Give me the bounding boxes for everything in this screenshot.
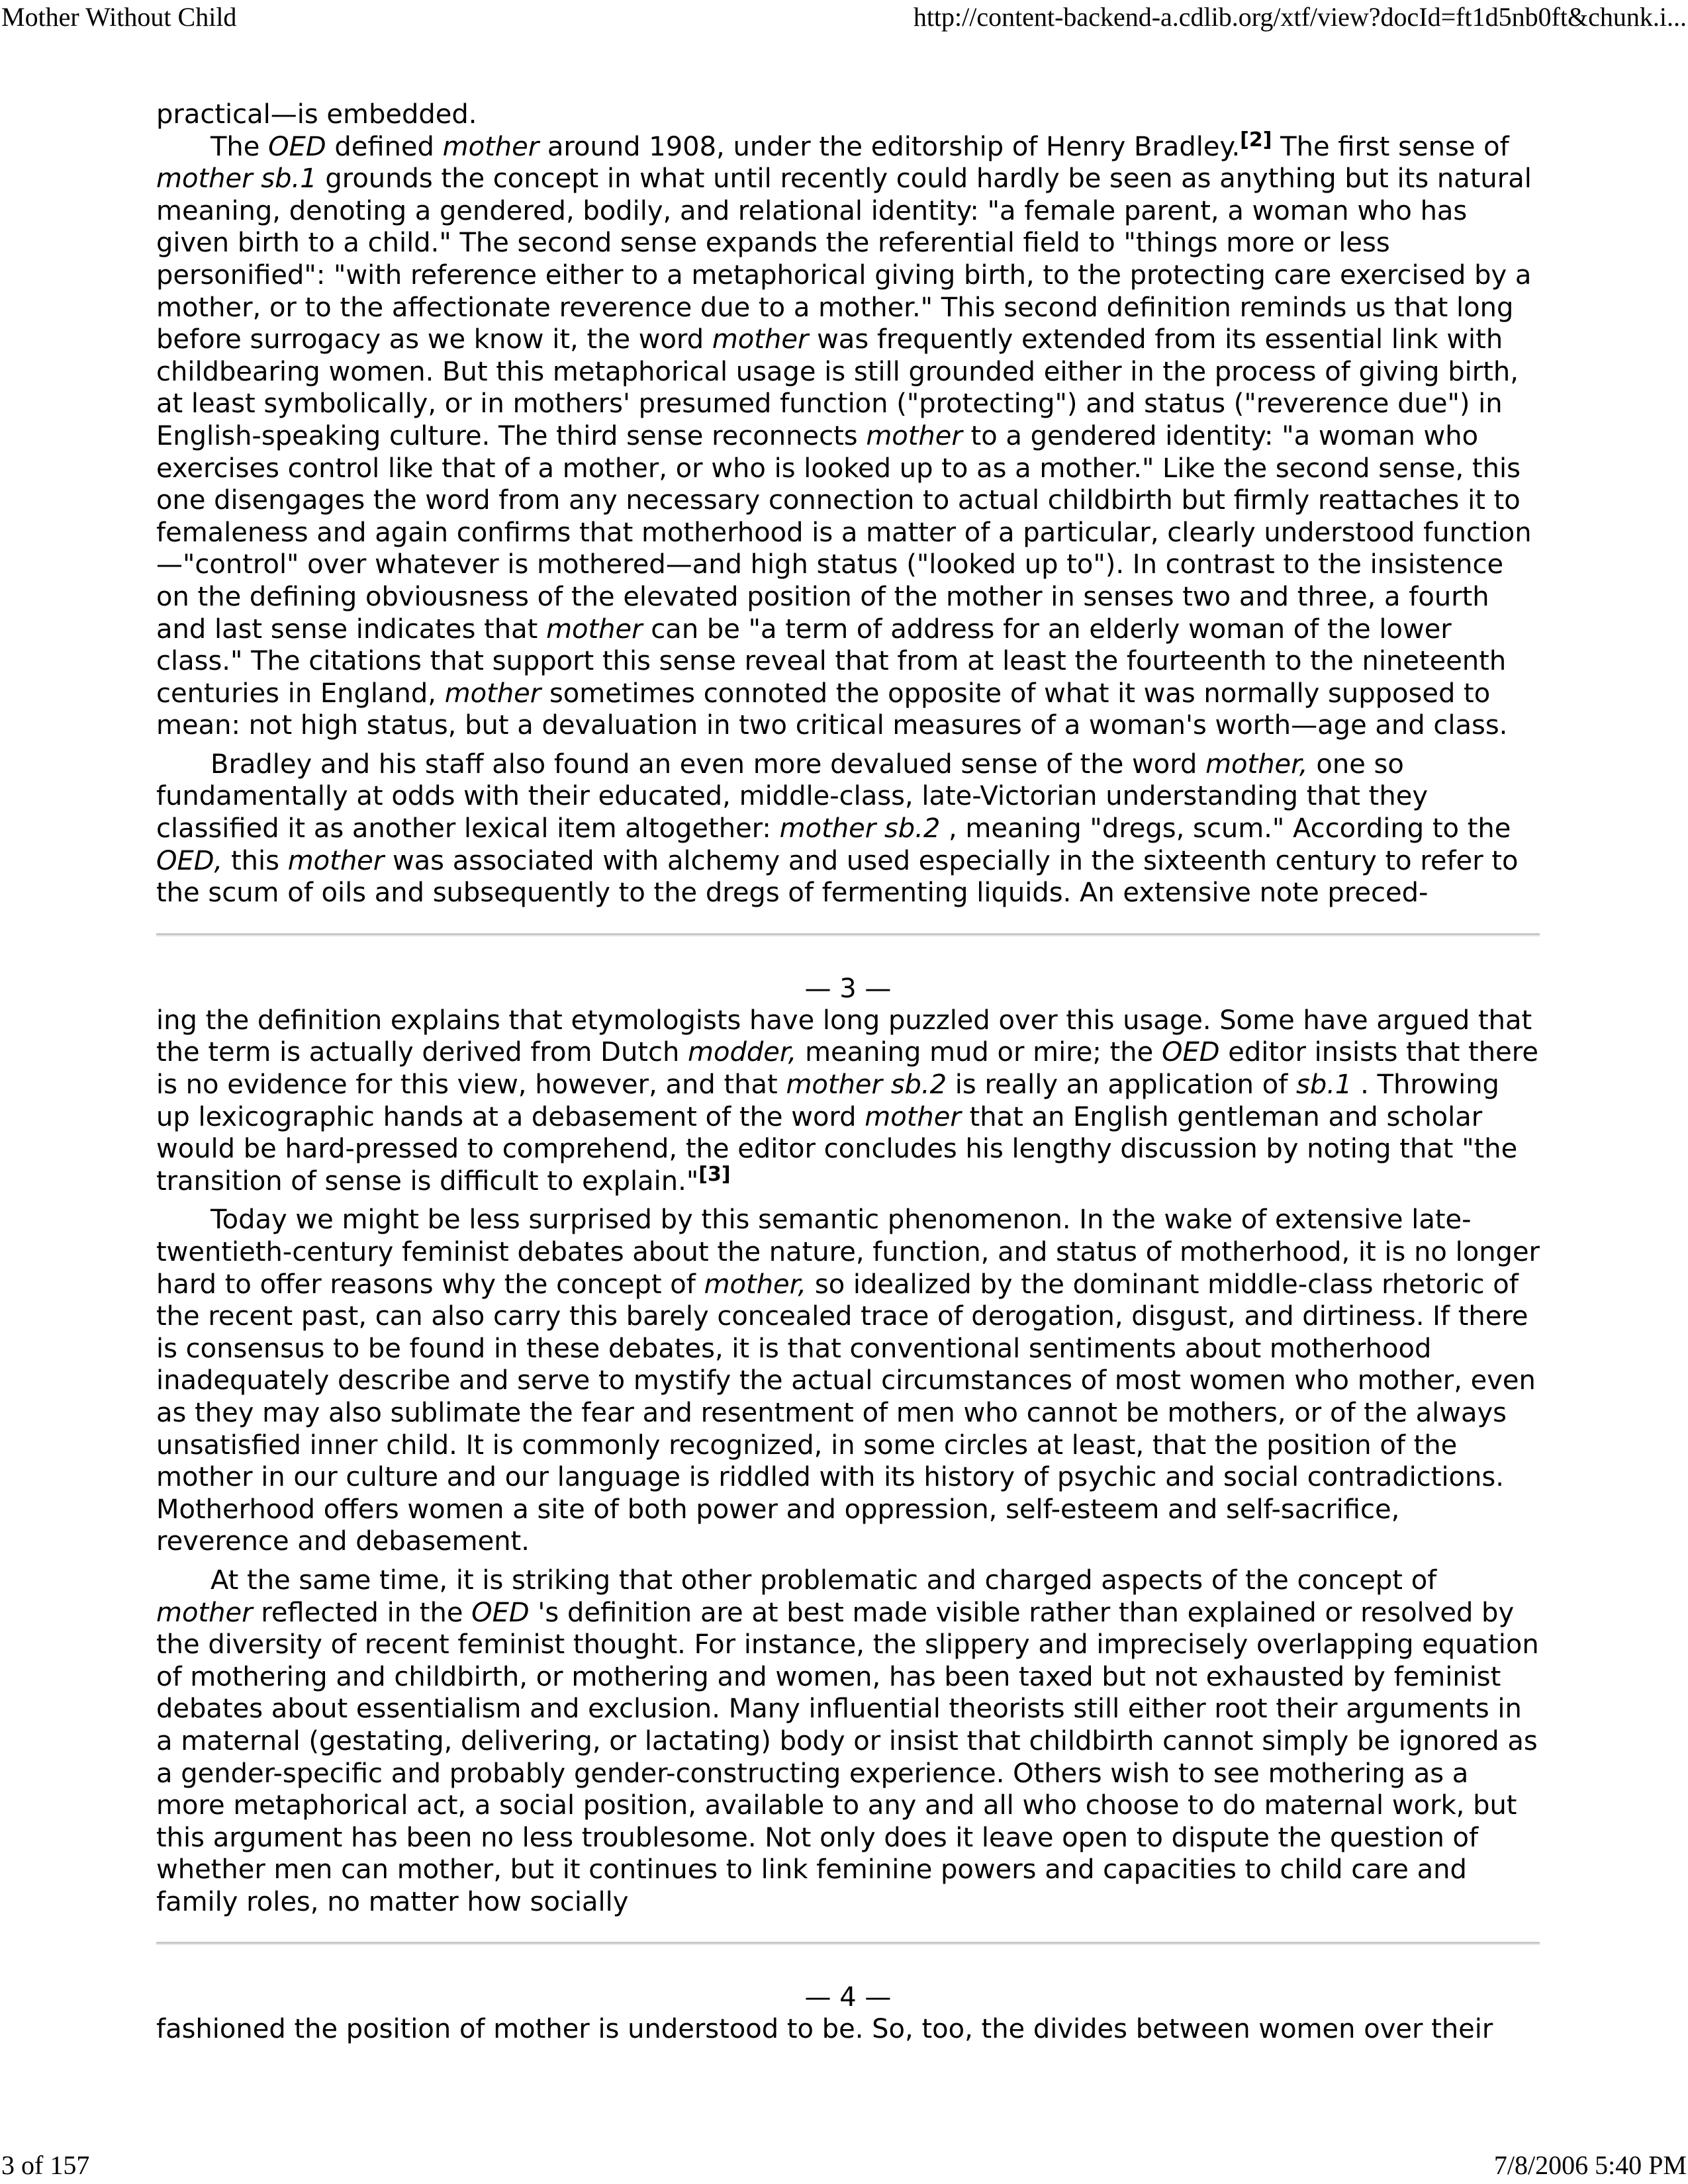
paragraph-oed-definitions: The OED defined mother around 1908, under the editorship of Henry Bradley.[2] The first sense of mother sb.1 grounds the concept in what until recently could hardly be seen as anything but its natural meaning, denoting a gendered, bodily, and relational identity: "a female parent, a woman who has given birth to a child." The second sense expands the referential field to "things more or less personified": "with reference either to a metaphorical giving birth, to the protecting care exercised by a mother, or to the affectionate reverence due to a mother." This second definition reminds us that long before surrogacy as we know it, the word mother was frequently extended from its essential link with childbearing women. But this metaphorical usage is still grounded either in the process of giving birth, at least symbolically, or in mothers' presumed function ("protecting") and status ("reverence due") in English-speaking culture. The third sense reconnects mother to a gendered identity: "a woman who exercises control like that of a mother, or who is looked up to as a mother." Like the second sense, this one disengages the word from any necessary connection to actual childbirth but firmly reattaches it to femaleness and again confirms that motherhood is a matter of a particular, clearly understood function—"control" over whatever is mothered—and high status ("looked up to"). In contrast to the insistence on the defining obviousness of the elevated position of the mother in senses two and three, a fourth and last sense indicates that mother can be "a term of address for an elderly woman of the lower class." The citations that support this sense reveal that from at least the fourteenth to the nineteenth centuries in England, mother sometimes connoted the opposite of what it was normally supposed to mean: not high status, but a devaluation in two critical measures of a woman's worth—age and class. bbox=[156, 128, 1532, 741]
paragraph-charged-aspects: At the same time, it is striking that other problematic and charged aspects of the concept of mother reflected in the OED 's definition are at best made visible rather than explained or resolved by the diversity of recent feminist thought. For instance, the slippery and imprecisely overlapping equation of mothering and childbirth, or mothering and women, has been taxed but not exhausted by feminist debates about essentialism and exclusion. Many influential theorists still either root their arguments in a maternal (gestating, delivering, or lactating) body or insist that childbirth cannot simply be ignored as a gender-specific and probably gender-constructing experience. Others wish to see mothering as a more metaphorical act, a social position, available to any and all who choose to do maternal work, but this argument has been no less troublesome. Not only does it leave open to dispute the question of whether men can mother, but it continues to link feminine powers and capacities to child care and family roles, no matter how socially bbox=[156, 1565, 1539, 1917]
paragraph-continuation: fashioned the position of mother is understood to be. So, too, the divides between women over their bbox=[156, 2014, 1493, 2045]
footnote-ref-3[interactable]: [3] bbox=[698, 1162, 731, 1186]
paragraph-etymology: ing the definition explains that etymologists have long puzzled over this usage. Some have argued that the term is actually derived from Dutch modder, meaning mud or mire; the OED editor insists that there is no evidence for this view, however, and that mother sb.2 is really an application of sb.1 . Throwing up lexicographic hands at a debasement of the word mother that an English gentleman and scholar would be hard-pressed to comprehend, the editor concludes his lengthy discussion by noting that "the transition of sense is difficult to explain."[3] bbox=[156, 1005, 1538, 1197]
source-url: http://content-backend-a.cdlib.org/xtf/view?docId=ft1d5nb0ft&chunk.i... bbox=[913, 2, 1687, 32]
page-number-marker: — 4 — bbox=[804, 1982, 892, 2013]
page-break bbox=[156, 933, 1540, 1005]
paragraph-feminist-debates: Today we might be less surprised by this semantic phenomenon. In the wake of extensive late-twentieth-century feminist debates about the nature, function, and status of motherhood, it is no longer hard to offer reasons why the concept of mother, so idealized by the dominant middle-class rhetoric of the recent past, can also carry this barely concealed trace of derogation, disgust, and dirtiness. If there is consensus to be found in these debates, it is that conventional sentiments about motherhood inadequately describe and serve to mystify the actual circumstances of most women who mother, even as they may also sublimate the fear and resentment of men who cannot be mothers, or of the always unsatisfied inner child. It is commonly recognized, in some circles at least, that the position of the mother in our culture and our language is riddled with its history of psychic and social contradictions. Motherhood offers women a site of both power and oppression, self-esteem and self-sacrifice, reverence and debasement. bbox=[156, 1205, 1540, 1557]
document-body bbox=[156, 99, 1540, 2046]
document-title: Mother Without Child bbox=[1, 2, 237, 32]
page-divider bbox=[156, 1942, 1540, 1945]
page-number-marker: — 3 — bbox=[804, 973, 892, 1004]
print-datetime: 7/8/2006 5:40 PM bbox=[1493, 2150, 1687, 2180]
paragraph-bradley: Bradley and his staff also found an even more devalued sense of the word mother, one so fundamentally at odds with their educated, middle-class, late-Victorian understanding that they classified it as another lexical item altogether: mother sb.2 , meaning "dregs, scum." According to the OED, this mother was associated with alchemy and used especially in the sixteenth century to refer to the scum of oils and subsequently to the dregs of fermenting liquids. An extensive note preced- bbox=[156, 749, 1519, 909]
paragraph-continuation: practical—is embedded. bbox=[156, 99, 477, 130]
footnote-ref-2[interactable]: [2] bbox=[1240, 128, 1272, 152]
page-divider bbox=[156, 933, 1540, 936]
page-count: 3 of 157 bbox=[1, 2150, 90, 2180]
page-break bbox=[156, 1942, 1540, 2013]
